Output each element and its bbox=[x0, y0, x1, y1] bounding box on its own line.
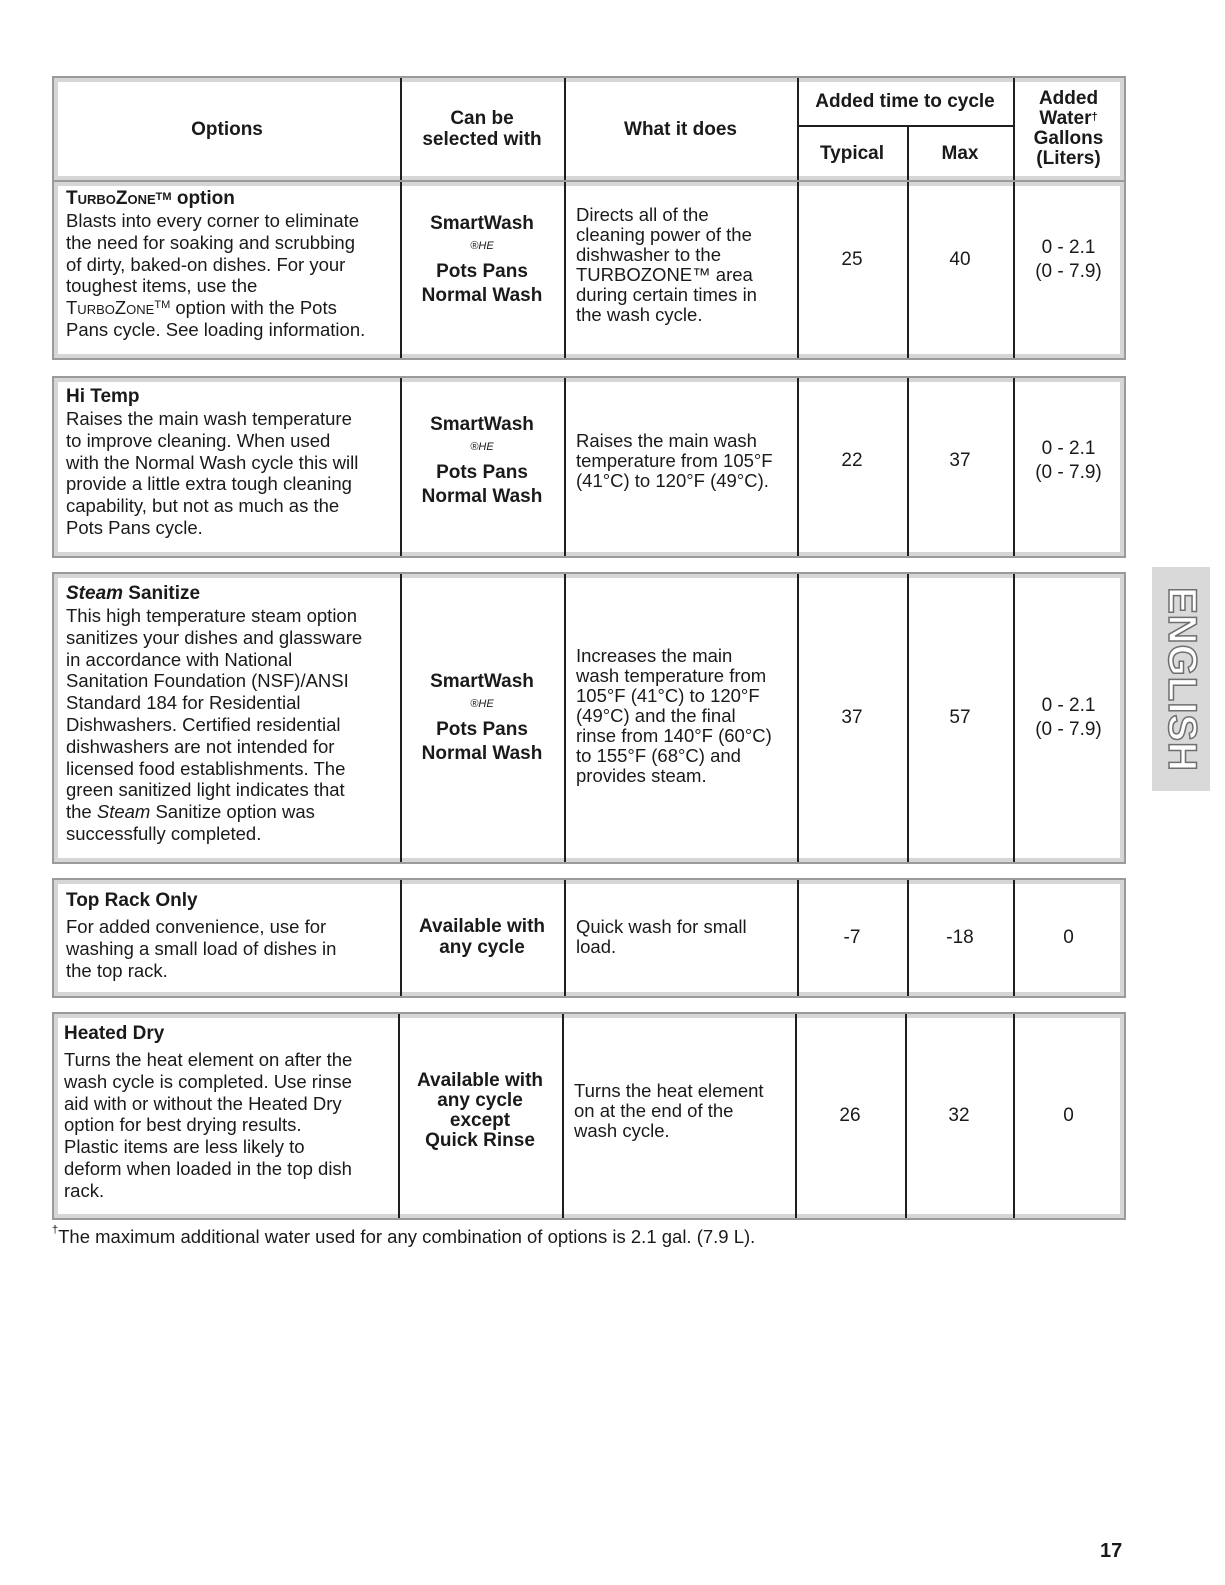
option-description: For added convenience, use for washing a small load of dishes in the top rack. bbox=[66, 916, 337, 981]
max-header: Max bbox=[941, 143, 979, 164]
typical-time-cell: 26 bbox=[839, 1105, 861, 1126]
table-header bbox=[52, 76, 1126, 182]
option-description: Turns the heat element on after the wash cycle is completed. Use rinse aid with or without the Heated Dry option for best drying results. Plastic items are less likely to deform when loaded in the top dish rack. bbox=[64, 1049, 353, 1201]
added-water-header: Added Water† Gallons (Liters) bbox=[1033, 88, 1104, 169]
max-time-cell: 32 bbox=[948, 1105, 970, 1126]
what-it-does-cell: Quick wash for small load. bbox=[576, 915, 747, 957]
max-time-cell: 37 bbox=[949, 450, 971, 471]
added-time-header: Added time to cycle bbox=[815, 91, 995, 112]
language-tab: ENGLISH bbox=[1152, 567, 1210, 791]
what-it-does-cell: Turns the heat element on at the end of the wash cycle. bbox=[574, 1080, 764, 1141]
option-cell bbox=[66, 583, 396, 845]
what-it-does-cell: Increases the main wash temperature from 105°F (41°C) to 120°F (49°C) and the final rinse from 140°F (60°C) to 155°F (68°C) and provides steam. bbox=[576, 645, 772, 786]
what-it-does-cell: Raises the main wash temperature from 105°F (41°C) to 120°F (49°C). bbox=[576, 430, 773, 491]
selected-with-cell: SmartWash ®HE Pots Pans Normal Wash bbox=[421, 213, 543, 306]
max-time-cell: 40 bbox=[949, 249, 971, 270]
max-time-cell: 57 bbox=[949, 707, 971, 728]
table-row bbox=[52, 878, 1126, 998]
option-title: Top Rack Only bbox=[66, 890, 198, 911]
selected-with-cell: SmartWash ®HE Pots Pans Normal Wash bbox=[421, 671, 543, 764]
typical-time-cell: -7 bbox=[843, 927, 861, 948]
option-description: Blasts into every corner to eliminate the need for soaking and scrubbing of dirty, baked-on dishes. For your toughest items, use the TurboZone™ option with the Pots Pans cycle. See loading information. bbox=[66, 210, 366, 340]
table-row bbox=[52, 1012, 1126, 1220]
selected-with-header: Can be selected with bbox=[422, 108, 542, 150]
what-it-does-cell: Directs all of the cleaning power of the dishwasher to the TURBOZONE™ area during certain times in the wash cycle. bbox=[576, 204, 757, 325]
option-cell bbox=[66, 386, 396, 539]
option-description: This high temperature steam option sanitizes your dishes and glassware in accordance with National Sanitation Foundation (NSF)/ANSI Standard 184 for Residential Dishwashers. Certified residential dishwashers are not intended for licensed food establishments. The green sanitized light indicates that the Steam Sanitize option was successfully completed. bbox=[66, 605, 363, 844]
table-row bbox=[52, 572, 1126, 864]
added-water-cell: 0 - 2.1 (0 - 7.9) bbox=[1035, 695, 1102, 740]
typical-time-cell: 37 bbox=[841, 707, 863, 728]
option-title: Heated Dry bbox=[64, 1023, 165, 1044]
option-cell bbox=[66, 890, 396, 981]
added-water-cell: 0 - 2.1 (0 - 7.9) bbox=[1035, 237, 1102, 282]
option-title: Hi Temp bbox=[66, 386, 140, 407]
selected-with-cell: Available with any cycle bbox=[419, 915, 545, 958]
typical-time-cell: 22 bbox=[841, 450, 863, 471]
footnote: †The maximum additional water used for any combination of options is 2.1 gal. (7.9 L). bbox=[52, 1224, 756, 1247]
selected-with-cell: SmartWash ®HE Pots Pans Normal Wash bbox=[421, 414, 543, 507]
option-cell bbox=[64, 1023, 394, 1202]
option-description: Raises the main wash temperature to improve cleaning. When used with the Normal Wash cycle this will provide a little extra tough cleaning capability, but not as much as the Pots Pans cycle. bbox=[66, 408, 359, 538]
option-title: Steam Sanitize bbox=[66, 583, 201, 604]
added-water-cell: 0 - 2.1 (0 - 7.9) bbox=[1035, 438, 1102, 483]
added-water-cell: 0 bbox=[1063, 1105, 1074, 1126]
option-title: TurboZone™ option bbox=[66, 188, 235, 209]
table-row bbox=[52, 376, 1126, 558]
options-header: Options bbox=[191, 118, 263, 140]
page-number: 17 bbox=[1100, 1540, 1123, 1562]
added-water-cell: 0 bbox=[1063, 927, 1074, 948]
max-time-cell: -18 bbox=[946, 927, 974, 948]
selected-with-cell: Available with any cycle except Quick Rinse bbox=[417, 1070, 543, 1151]
what-it-does-header: What it does bbox=[624, 118, 737, 140]
typical-header: Typical bbox=[819, 143, 885, 164]
option-cell bbox=[66, 188, 396, 341]
table-row bbox=[52, 180, 1126, 360]
typical-time-cell: 25 bbox=[841, 249, 863, 270]
